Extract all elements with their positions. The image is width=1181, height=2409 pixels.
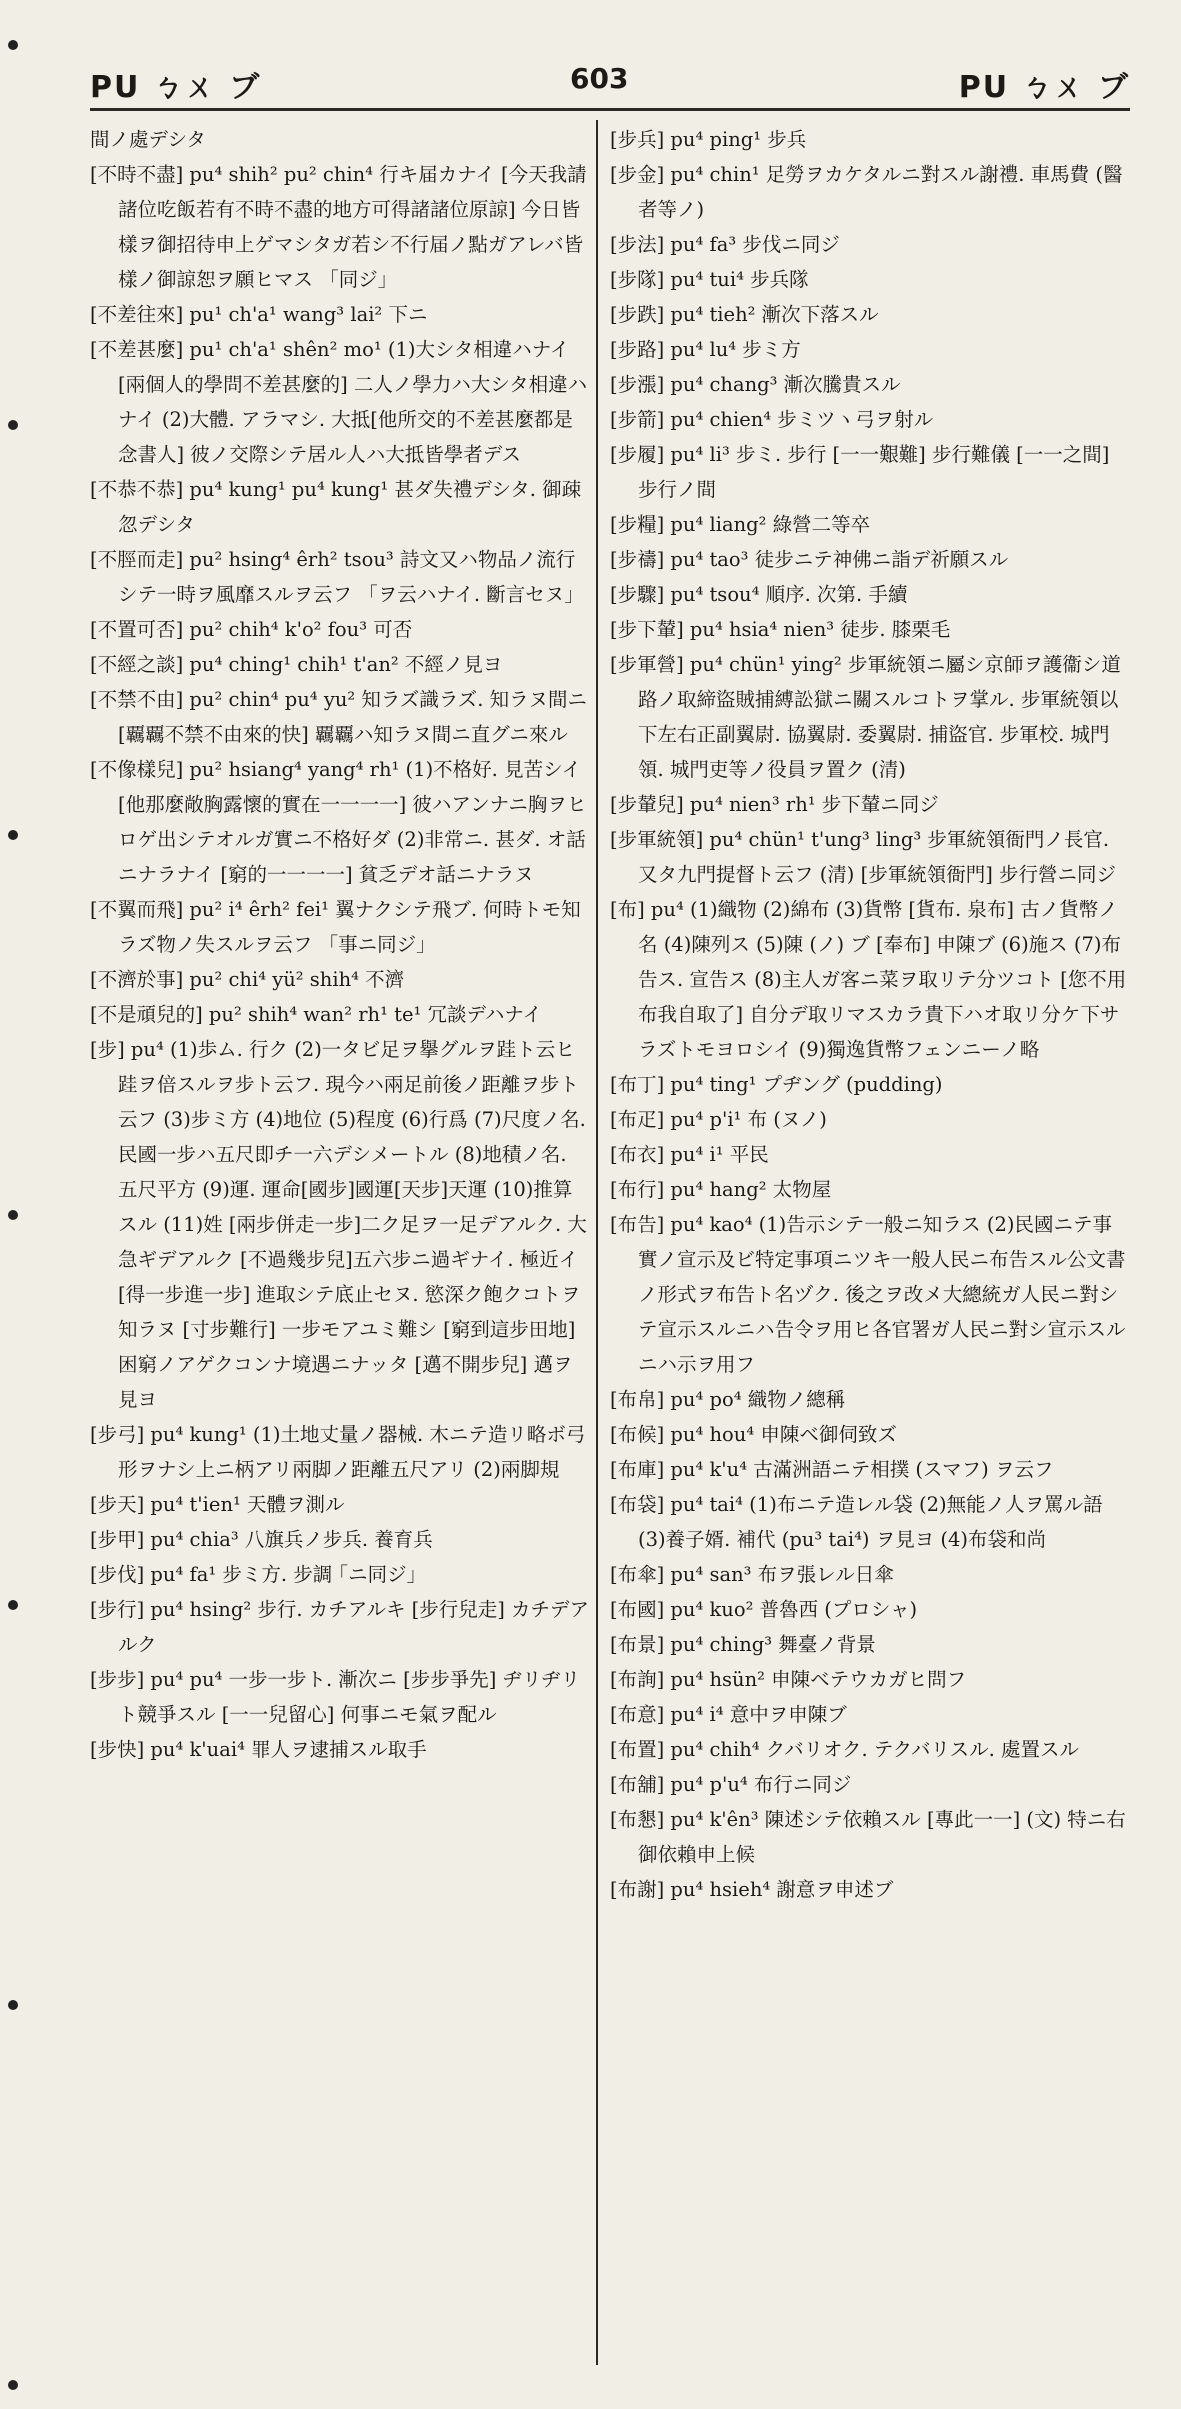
binding-margin (0, 0, 40, 2409)
dictionary-entry: [不時不盡] pu⁴ shih² pu² chin⁴ 行キ届カナイ [今天我請諸位吃飯若有不時不盡的地方可得諸諸位原諒] 今日皆樣ヲ御招待申上ゲマシタガ若シ不行届ノ點ガアレバ皆樣ノ御諒恕ヲ願ヒマス 「同ジ」 (90, 163, 587, 291)
binding-hole-icon (8, 830, 18, 840)
header-right-guide: PU ㄅㄨ ブ (958, 70, 1130, 105)
dictionary-entry: [不差往來] pu¹ ch'a¹ wang³ lai² 下ニ (90, 303, 428, 326)
dictionary-entry: [步步] pu⁴ pu⁴ 一步一步ト. 漸次ニ [步步爭先] ヂリヂリト競爭スル [一一兒留心] 何事ニモ氣ヲ配ル (90, 1668, 581, 1726)
dictionary-entry: [步驟] pu⁴ tsou⁴ 順序. 次第. 手續 (610, 583, 908, 606)
dictionary-entry: [布袋] pu⁴ tai⁴ (1)布ニテ造レル袋 (2)無能ノ人ヲ罵ル語 (3)養子婿. 補代 (pu³ tai⁴) ヲ見ヨ (4)布袋和尚 (610, 1493, 1103, 1551)
dictionary-entry: [布衣] pu⁴ i¹ 平民 (610, 1143, 769, 1166)
dictionary-entry: [步下輦] pu⁴ hsia⁴ nien³ 徒步. 膝栗毛 (610, 618, 951, 641)
dictionary-entry: [步糧] pu⁴ liang² 綠營二等卒 (610, 513, 871, 536)
dictionary-entry: [步履] pu⁴ li³ 步ミ. 步行 [一一艱難] 步行難儀 [一一之間] 步行ノ間 (610, 443, 1110, 501)
page-header (90, 62, 1130, 105)
dictionary-entry: [不脛而走] pu² hsing⁴ êrh² tsou³ 詩文又ハ物品ノ流行シテ一時ヲ風靡スルヲ云フ 「ヲ云ハナイ. 斷言セヌ」 (90, 548, 584, 606)
dictionary-entry: [布傘] pu⁴ san³ 布ヲ張レル日傘 (610, 1563, 894, 1586)
dictionary-entry: [步軍營] pu⁴ chün¹ ying² 步軍統領ニ屬シ京師ヲ護衞シ道路ノ取締盜賊捕縛訟獄ニ關スルコトヲ掌ル. 步軍統領以下左右正副翼尉. 協翼尉. 委翼尉. 捕盜官. 步軍校. 城門領. 城門吏等ノ役員ヲ置ク (清) (610, 653, 1121, 781)
dictionary-entry: [不像樣兒] pu² hsiang⁴ yang⁴ rh¹ (1)不格好. 見苦シイ [他那麼敞胸露懷的實在一一一一] 彼ハアンナニ胸ヲヒロゲ出シテオルガ實ニ不格好ダ (2)非常ニ. 甚ダ. オ話ニナラナイ [窮的一一一一] 貧乏デオ話ニナラヌ (90, 758, 587, 886)
dictionary-entry: [布疋] pu⁴ p'i¹ 布 (ヌノ) (610, 1108, 827, 1131)
dictionary-entry: [步弓] pu⁴ kung¹ (1)土地丈量ノ器械. 木ニテ造リ略ボ弓形ヲナシ上ニ柄アリ兩脚ノ距離五尺アリ (2)兩脚規 (90, 1423, 586, 1481)
header-left-guide: PU ㄅㄨ ブ (90, 70, 262, 105)
dictionary-entry: 間ノ處デシタ (90, 128, 206, 151)
dictionary-entry: [布舖] pu⁴ p'u⁴ 布行ニ同ジ (610, 1773, 852, 1796)
page-number: 603 (570, 62, 629, 95)
dictionary-entry: [步天] pu⁴ t'ien¹ 天體ヲ測ル (90, 1493, 345, 1516)
binding-hole-icon (8, 2380, 18, 2390)
header-rule (90, 108, 1130, 111)
dictionary-entry: [步輦兒] pu⁴ nien³ rh¹ 步下輦ニ同ジ (610, 793, 939, 816)
dictionary-entry: [步] pu⁴ (1)歩ム. 行ク (2)一タビ足ヲ擧グルヲ跬ト云ヒ跬ヲ倍スルヲ步ト云フ. 現今ハ兩足前後ノ距離ヲ步ト云フ (3)步ミ方 (4)地位 (5)程度 (6)行爲 (7)尺度ノ名. 民國一步ハ五尺即チ一六デシメートル (8)地積ノ名. 五尺平方 (9)運. 運命[國步]國運[天步]天運 (10)推算スル (11)姓 [兩步併走一步]二ク足ヲ一足デアルク. 大急ギデアルク [不過幾步兒]五六步ニ過ギナイ. 極近イ [得一步進一步] 進取シテ底止セヌ. 慾深ク飽クコトヲ知ラヌ [寸步難行] 一步モアユミ難シ [窮到這步田地] 困窮ノアゲクコンナ境遇ニナッタ [邁不開步兒] 邁ヲ見ヨ (90, 1038, 587, 1411)
dictionary-entry: [步兵] pu⁴ ping¹ 步兵 (610, 128, 807, 151)
dictionary-entry: [不經之談] pu⁴ ching¹ chih¹ t'an² 不經ノ見ヨ (90, 653, 503, 676)
dictionary-entry: [步隊] pu⁴ tui⁴ 步兵隊 (610, 268, 809, 291)
dictionary-entry: [不翼而飛] pu² i⁴ êrh² fei¹ 翼ナクシテ飛ブ. 何時トモ知ラズ物ノ失スルヲ云フ 「事ニ同ジ」 (90, 898, 581, 956)
dictionary-entry: [不恭不恭] pu⁴ kung¹ pu⁴ kung¹ 甚ダ失禮デシタ. 御疎忽デシタ (90, 478, 582, 536)
dictionary-entry: [布候] pu⁴ hou⁴ 申陳ベ御伺致ズ (610, 1423, 897, 1446)
binding-hole-icon (8, 1210, 18, 1220)
dictionary-entry: [不置可否] pu² chih⁴ k'o² fou³ 可否 (90, 618, 413, 641)
right-column (610, 122, 1130, 2362)
dictionary-entry: [不禁不由] pu² chin⁴ pu⁴ yu² 知ラズ識ラズ. 知ラヌ間ニ [覊覊不禁不由來的快] 覊覊ハ知ラヌ間ニ直グニ來ル (90, 688, 587, 746)
binding-hole-icon (8, 40, 18, 50)
dictionary-entry: [步禱] pu⁴ tao³ 徒步ニテ神佛ニ詣デ祈願スル (610, 548, 1009, 571)
binding-hole-icon (8, 1600, 18, 1610)
dictionary-entry: [步軍統領] pu⁴ chün¹ t'ung³ ling³ 步軍統領衙門ノ長官. 又タ九門提督ト云フ (清) [步軍統領衙門] 步行營ニ同ジ (610, 828, 1117, 886)
dictionary-entry: [布告] pu⁴ kao⁴ (1)告示シテ一般ニ知ラス (2)民國ニテ事實ノ宣示及ビ特定事項ニツキ一般人民ニ布告スル公文書ノ形式ヲ布告ト名ヅク. 後之ヲ改メ大總統ガ人民ニ對シテ宣示スルニハ告令ヲ用ヒ各官署ガ人民ニ對シ宣示スルニハ示ヲ用フ (610, 1213, 1126, 1376)
dictionary-entry: [步行] pu⁴ hsing² 步行. カチアルキ [步行兒走] カチデアルク (90, 1598, 590, 1656)
left-column (90, 122, 590, 2362)
dictionary-entry: [步金] pu⁴ chin¹ 足勞ヲカケタルニ對スル謝禮. 車馬費 (醫者等ノ) (610, 163, 1123, 221)
dictionary-entry: [布庫] pu⁴ k'u⁴ 古滿洲語ニテ相撲 (スマフ) ヲ云フ (610, 1458, 1054, 1481)
dictionary-entry: [步法] pu⁴ fa³ 步伐ニ同ジ (610, 233, 840, 256)
dictionary-entry: [布行] pu⁴ hang² 太物屋 (610, 1178, 832, 1201)
dictionary-entry: [布懇] pu⁴ k'ên³ 陳述シテ依賴スル [專此一一] (文) 特ニ右御依賴申上候 (610, 1808, 1126, 1866)
column-divider (596, 120, 598, 2365)
dictionary-entry: [步漲] pu⁴ chang³ 漸次騰貴スル (610, 373, 901, 396)
dictionary-entry: [布帛] pu⁴ po⁴ 織物ノ總稱 (610, 1388, 846, 1411)
dictionary-entry: [布置] pu⁴ chih⁴ クバリオク. テクバリスル. 處置スル (610, 1738, 1079, 1761)
dictionary-entry: [步伐] pu⁴ fa¹ 步ミ方. 步調 ｢ニ同ジ｣ (90, 1563, 417, 1586)
dictionary-entry: [不差甚麼] pu¹ ch'a¹ shên² mo¹ (1)大シタ相違ハナイ [兩個人的學問不差甚麼的] 二人ノ學力ハ大シタ相違ハナイ (2)大體. アラマシ. 大抵[他所交的不差甚麼都是念書人] 彼ノ交際シテ居ル人ハ大抵皆學者デス (90, 338, 588, 466)
dictionary-entry: [布丁] pu⁴ ting¹ プヂング (pudding) (610, 1073, 943, 1096)
dictionary-entry: [不濟於事] pu² chi⁴ yü² shih⁴ 不濟 (90, 968, 405, 991)
dictionary-entry: [布謝] pu⁴ hsieh⁴ 謝意ヲ申述ブ (610, 1878, 894, 1901)
binding-hole-icon (8, 420, 18, 430)
dictionary-entry: [步快] pu⁴ k'uai⁴ 罪人ヲ逮捕スル取手 (90, 1738, 427, 1761)
dictionary-entry: [步箭] pu⁴ chien⁴ 步ミツヽ弓ヲ射ル (610, 408, 934, 431)
dictionary-entry: [步跌] pu⁴ tieh² 漸次下落スル (610, 303, 879, 326)
dictionary-entry: [不是頑兒的] pu² shih⁴ wan² rh¹ te¹ 冗談デハナイ (90, 1003, 542, 1026)
dictionary-entry: [布景] pu⁴ ching³ 舞臺ノ背景 (610, 1633, 876, 1656)
dictionary-entry: [布詢] pu⁴ hsün² 申陳ベテウカガヒ問フ (610, 1668, 967, 1691)
binding-hole-icon (8, 2000, 18, 2010)
dictionary-entry: [布國] pu⁴ kuo² 普魯西 (プロシャ) (610, 1598, 918, 1621)
dictionary-entry: [布意] pu⁴ i⁴ 意中ヲ申陳ブ (610, 1703, 847, 1726)
dictionary-entry: [布] pu⁴ (1)織物 (2)綿布 (3)貨幣 [貨布. 泉布] 古ノ貨幣ノ名 (4)陳列ス (5)陳 (ノ) ブ [奉布] 申陳ブ (6)施ス (7)布告ス. 宣告ス (8)主人ガ客ニ菜ヲ取リテ分ツコト [您不用布我自取了] 自分デ取リマスカラ貴下ハオ取リ分ケ下サラズトモヨロシイ (9)獨逸貨幣フェンニーノ略 (610, 898, 1127, 1061)
dictionary-entry: [步甲] pu⁴ chia³ 八旗兵ノ步兵. 養育兵 (90, 1528, 433, 1551)
dictionary-entry: [步路] pu⁴ lu⁴ 步ミ方 (610, 338, 801, 361)
